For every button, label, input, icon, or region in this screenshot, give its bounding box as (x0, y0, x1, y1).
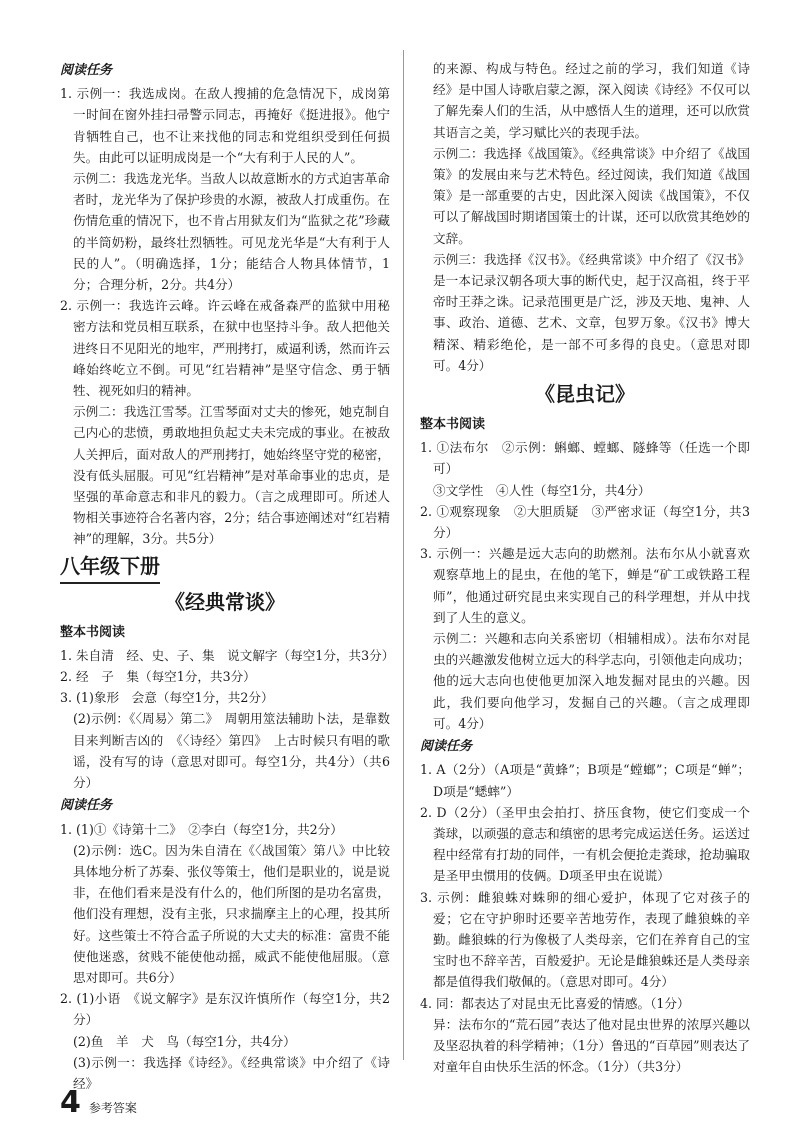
answer-paragraph: 1. 朱自清 经、史、子、集 说文解字（每空1分，共3分） (60, 647, 395, 663)
reading-task-heading: 阅读任务 (60, 63, 113, 78)
answer-paragraph: 2. D（2分）（圣甲虫会拍打、挤压食物，使它们变成一个粪球，以顽强的意志和缜密的思考完成运送任务。运送过程中经常有打劫的同伴，一有机会便抢走粪球，抢劫骗取是圣甲虫惯用的伎俩。D项圣甲虫在说谎） (420, 804, 750, 884)
answer-paragraph: 2. (1)小语 《说文解字》是东汉许慎所作（每空1分，共2分） (60, 991, 390, 1028)
answer-paragraph: (2)鱼 羊 犬 鸟（每空1分，共4分） (73, 1033, 296, 1049)
grade-title: 八年级下册 (60, 552, 160, 584)
answer-paragraph: 的来源、构成与特色。经过之前的学习，我们知道《诗经》是中国人诗歌启蒙之源，深入阅读《诗经》不仅可以了解先秦人们的生活，从中感悟人生的道理，还可以欣赏其语言之美，学习赋比兴的表现手法。 (433, 61, 750, 140)
answer-paragraph: 示例二：我选择《战国策》。《经典常谈》中介绍了《战国策》的发展由来与艺术特色。经过阅读，我们知道《战国策》是一部重要的古史，因此深入阅读《战国策》，不仅可以了解战国时期诸国策士的计谋，还可以欣赏其绝妙的文辞。 (433, 145, 750, 246)
answer-paragraph: 示例二：我选龙光华。当敌人以故意断水的方式迫害革命者时，龙光华为了保护珍贵的水源，被敌人打成重伤。在伤情危重的情况下，也不肯占用狱友们为“监狱之花”珍藏的半筒奶粉，最终壮烈牺牲。可见龙光华是“大有利于人民的人”。（明确选择，1分；能结合人物具体情节，1分；合理分析，2分。共4分） (73, 171, 390, 293)
answer-paragraph: 异：法布尔的“荒石园”表达了他对昆虫世界的浓厚兴趣以及坚忍执着的科学精神；（1分）鲁迅的“百草园”则表达了对童年自由快乐生活的怀念。（1分）（共3分） (433, 1016, 750, 1075)
whole-book-reading-heading: 整本书阅读 (420, 417, 486, 433)
page-footer (60, 1085, 137, 1120)
answer-paragraph: 3. (1)象形 会意（每空1分，共2分） (60, 690, 274, 706)
page-number: 4 (60, 1085, 81, 1120)
right-column (420, 58, 750, 1077)
answer-paragraph: 3. 示例一：兴趣是远大志向的助燃剂。法布尔从小就喜欢观察草地上的昆虫，在他的笔下，蝉是“矿工或铁路工程师”，他通过研究昆虫来实现自己的科学理想，并从中找到了人生的意义。 (420, 546, 750, 625)
answer-paragraph: (2)示例：《〈周易〉第二》 周朝用筮法辅助卜法，是靠数目来判断吉凶的 《〈诗经〉第四》 上古时候只有唱的歌谣，没有写的诗（意思对即可。每空1分，共4分）（共6分） (73, 711, 390, 791)
reading-task-heading: 阅读任务 (420, 739, 473, 755)
answer-paragraph: 3. 示例：雌狼蛛对蛛卵的细心爱护，体现了它对孩子的爱；它在守护卵时还要辛苦地劳作，表现了雌狼蛛的辛勤。雌狼蛛的行为像极了人类母亲，它们在养育自己的宝宝时也不辞辛苦，百般爱护。无论是雌狼蛛还是人类母亲都是值得我们敬佩的。（意思对即可。4分） (420, 889, 750, 990)
answer-paragraph: 1. (1)①《诗第十二》 ②李白（每空1分，共2分） (60, 821, 343, 837)
reading-task-heading: 阅读任务 (60, 798, 113, 814)
answer-paragraph: 示例二：兴趣和志向关系密切（相辅相成）。法布尔对昆虫的兴趣激发他树立远大的科学志向，引领他走向成功；他的远大志向也使他更加深入地发掘对昆虫的兴趣。因此，我们要向他学习，发掘自己的兴趣。（言之成理即可。4分） (433, 631, 750, 731)
left-column (60, 58, 395, 1094)
footer-label: 参考答案 (88, 1101, 137, 1115)
answer-paragraph: 2. 经 子 集（每空1分，共3分） (60, 669, 256, 685)
answer-paragraph: 1. ①法布尔 ②示例：蝌螂、螳螂、隧蜂等（任选一个即可） (420, 440, 750, 477)
answer-paragraph: ③文学性 ④人性（每空1分，共4分） (433, 482, 651, 498)
answer-paragraph: (3)示例一：我选择《诗经》。《经典常谈》中介绍了《诗经》 (73, 1054, 390, 1091)
book-title: 《昆虫记》 (535, 382, 635, 407)
answer-paragraph: 2. 示例一：我选许云峰。许云峰在戒备森严的监狱中用秘密方法和党员相互联系，在狱中也坚持斗争。敌人把他关进终日不见阳光的地牢，严刑拷打，威逼利诱，然而许云峰始终屹立不倒。可见“红岩精神”是坚守信念、勇于牺牲、视死如归的精神。 (60, 298, 390, 399)
answer-paragraph: 示例三：我选择《汉书》。《经典常谈》中介绍了《汉书》是一本记录汉朝各项大事的断代史，起于汉高祖，终于平帝时王莽之诛。记录范围更是广泛，涉及天地、鬼神、人事、政治、道德、艺术、文章，包罗万象。《汉书》博大精深、精彩绝伦，是一部不可多得的良史。（意思对即可。4分） (433, 251, 750, 373)
book-title: 《经典常谈》 (165, 589, 285, 614)
answer-paragraph: 1. 示例一：我选成岗。在敌人搜捕的危急情况下，成岗第一时间在窗外挂扫帚警示同志，再掩好《挺进报》。他宁肯牺牲自己，也不让来找他的同志和党组织受到任何损失。由此可以证明成岗是一个“大有利于人民的人”。 (60, 86, 390, 165)
whole-book-reading-heading: 整本书阅读 (60, 624, 126, 640)
answer-paragraph: 4. 同：都表达了对昆虫无比喜爱的情感。（1分） (420, 995, 690, 1011)
column-divider (403, 50, 404, 1060)
answer-paragraph: (2)示例：选C。因为朱自清在《〈战国策〉第八》中比较具体地分析了苏秦、张仪等策士，他们是职业的，说是说非，在他们看来是没有什么的，他们所图的是功名富贵，他们没有理想，没有主张，只求揣摩主上的心理，投其所好。这些策士不符合孟子所说的大丈夫的标准：富贵不能使他迷惑，贫贱不能使他动摇，威武不能使他屈服。（意思对即可。共6分） (73, 842, 390, 985)
answer-paragraph: 1. A（2分）（A项是“黄蜂”；B项是“螳螂”；C项是“蝉”；D项是“蟋蟀”） (420, 762, 750, 799)
answer-paragraph: 2. ①观察现象 ②大胆质疑 ③严密求证（每空1分，共3分） (420, 503, 750, 541)
answer-paragraph: 示例二：我选江雪琴。江雪琴面对丈夫的惨死，她克制自己内心的悲愤，勇敢地担负起丈夫未完成的事业。在被敌人关押后，面对敌人的严刑拷打，她始终坚守党的秘密，没有低头屈服。可见“红岩精神”是对革命事业的忠贞，是坚强的革命意志和非凡的毅力。（言之成理即可。所述人物相关事迹符合名著内容，2分；结合事迹阐述对“红岩精神”的理解，3分。共5分） (73, 404, 390, 547)
